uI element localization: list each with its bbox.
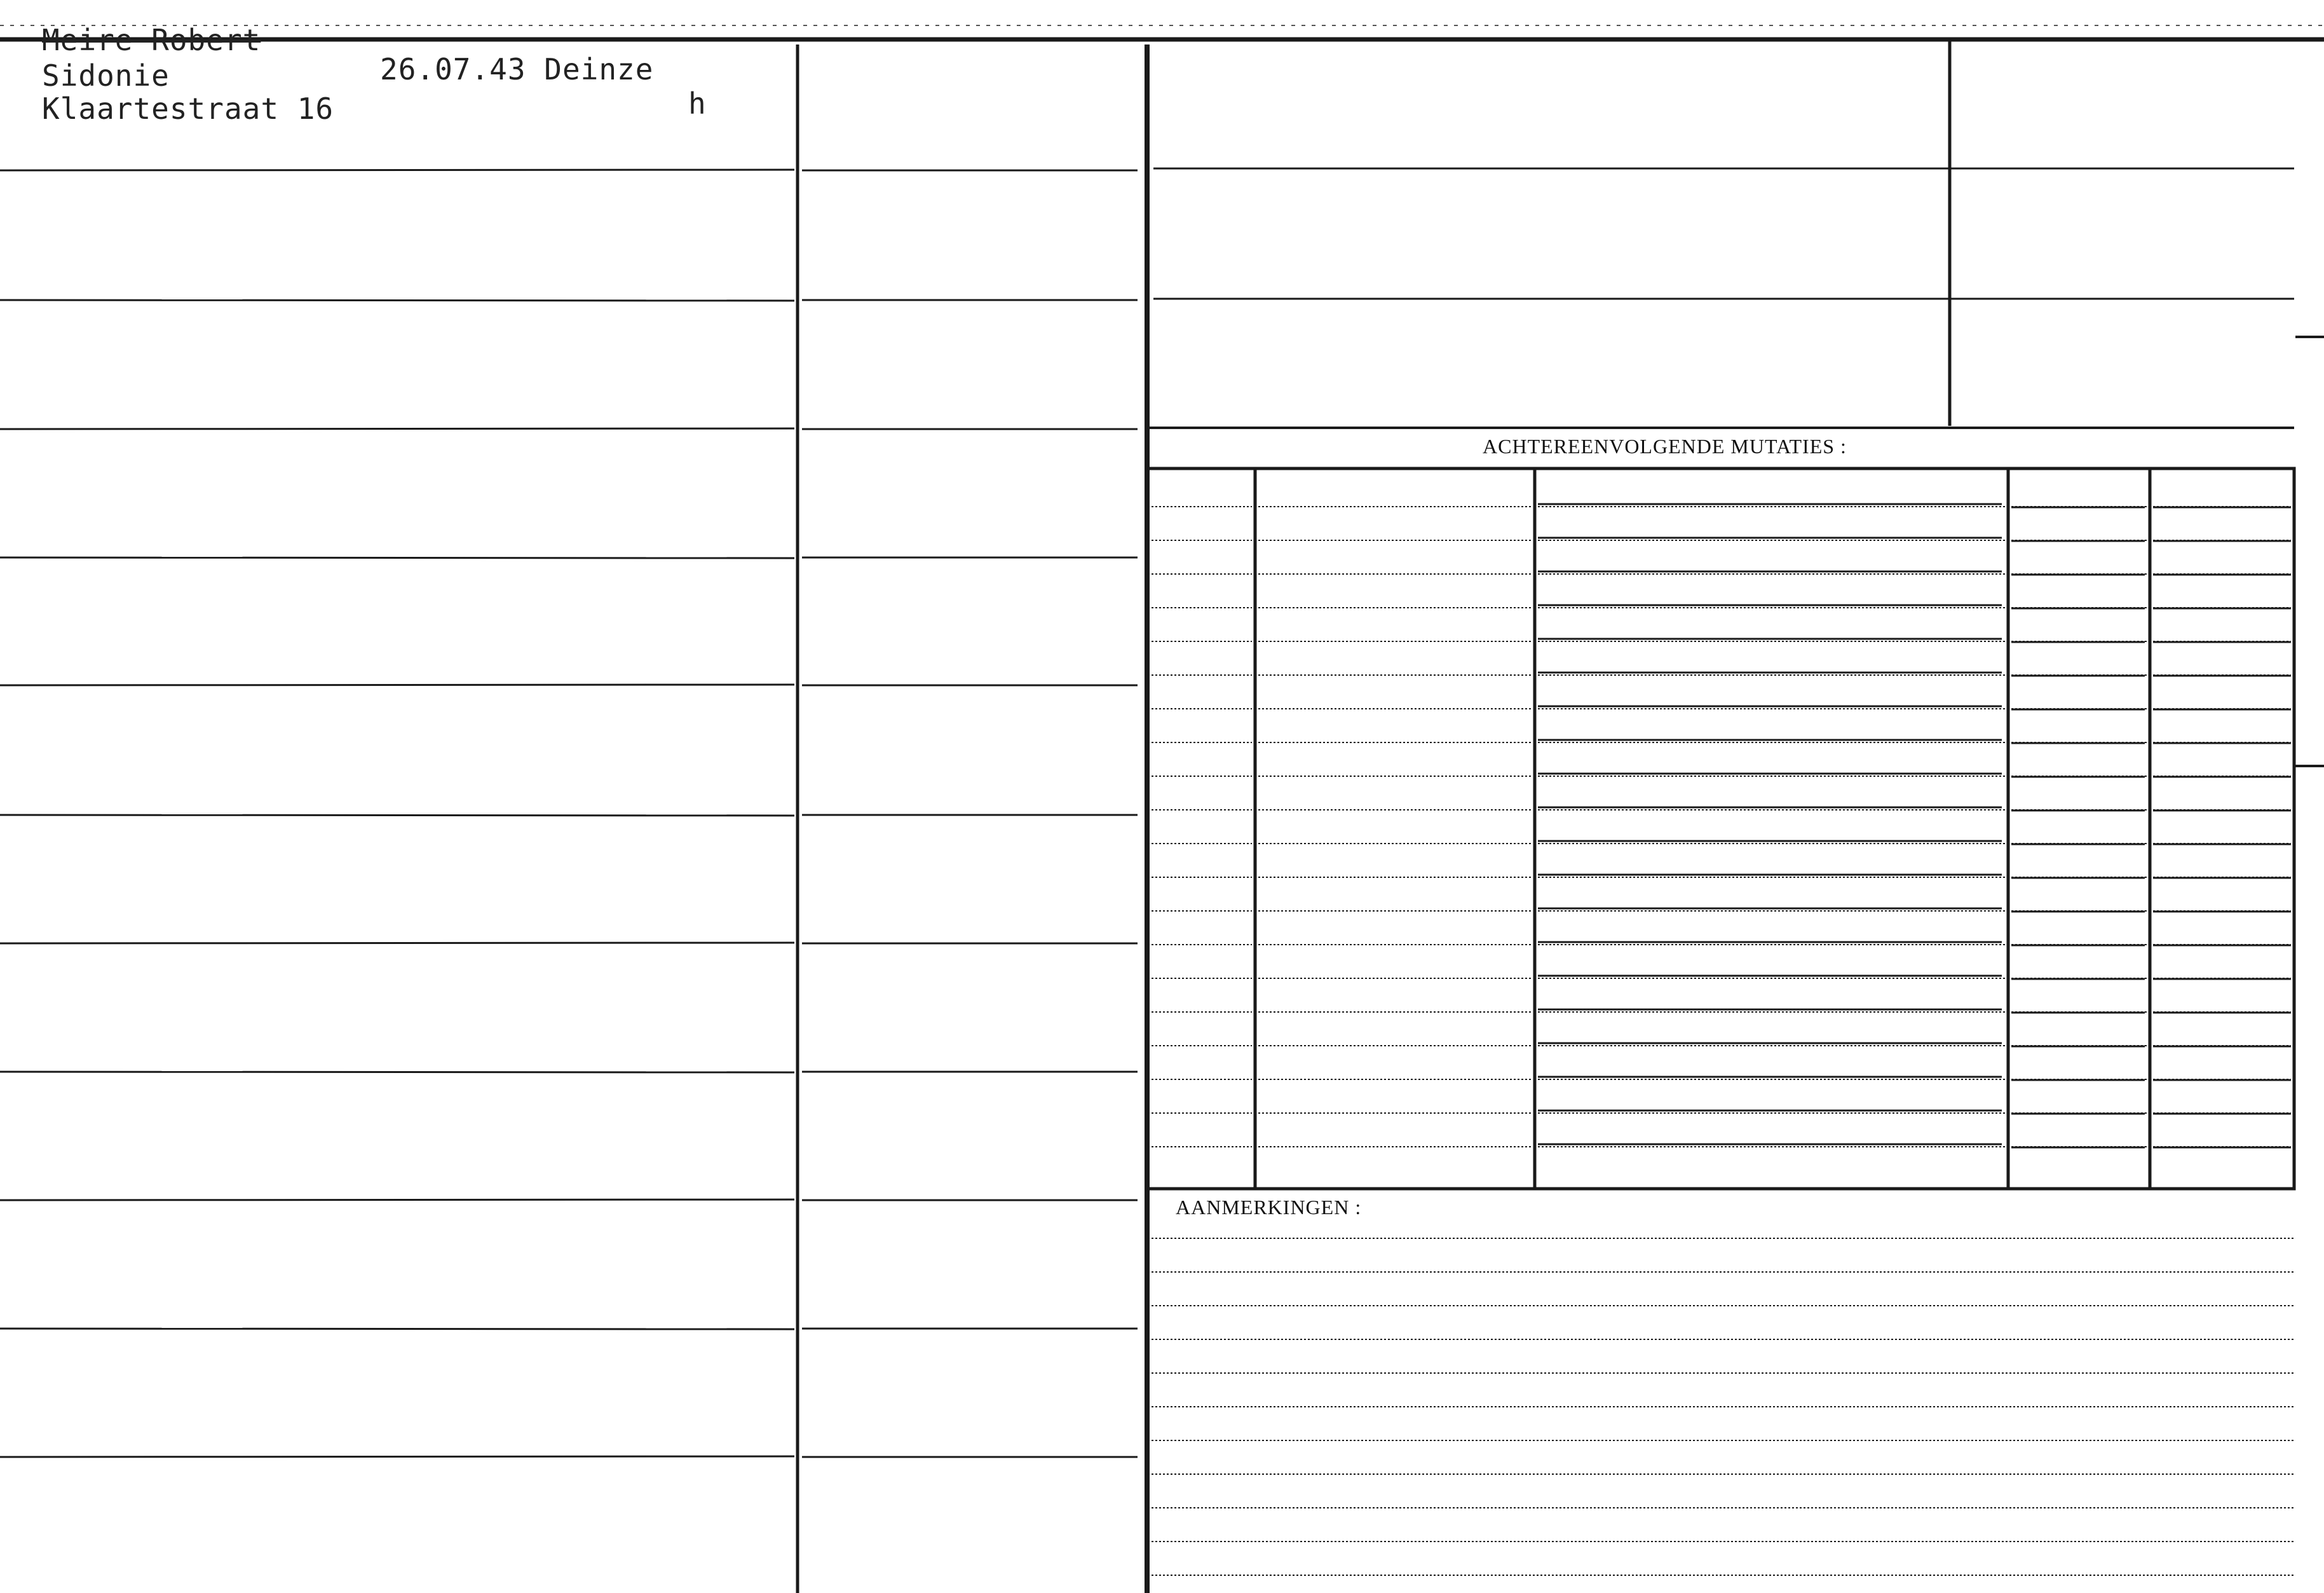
left-row-line	[0, 428, 794, 429]
left-row-line	[0, 557, 794, 558]
mutations-row-lines	[1152, 504, 2291, 1147]
mutations-title: ACHTEREENVOLGENDE MUTATIES :	[1483, 435, 1847, 458]
left-row-line	[0, 300, 794, 301]
left-row-lines	[0, 170, 1138, 1457]
left-row-line	[0, 1456, 794, 1457]
struck-name: Meire Robert	[42, 23, 261, 57]
birth-date-place: 26.07.43 Deinze	[380, 52, 654, 86]
remarks-ruled-lines	[1152, 1238, 2294, 1575]
first-name: Sidonie	[42, 58, 170, 93]
left-row-line	[0, 815, 794, 816]
address: Klaartestraat 16	[42, 92, 334, 126]
remarks-title: AANMERKINGEN :	[1176, 1196, 1362, 1219]
sex-marker: h	[688, 86, 707, 121]
